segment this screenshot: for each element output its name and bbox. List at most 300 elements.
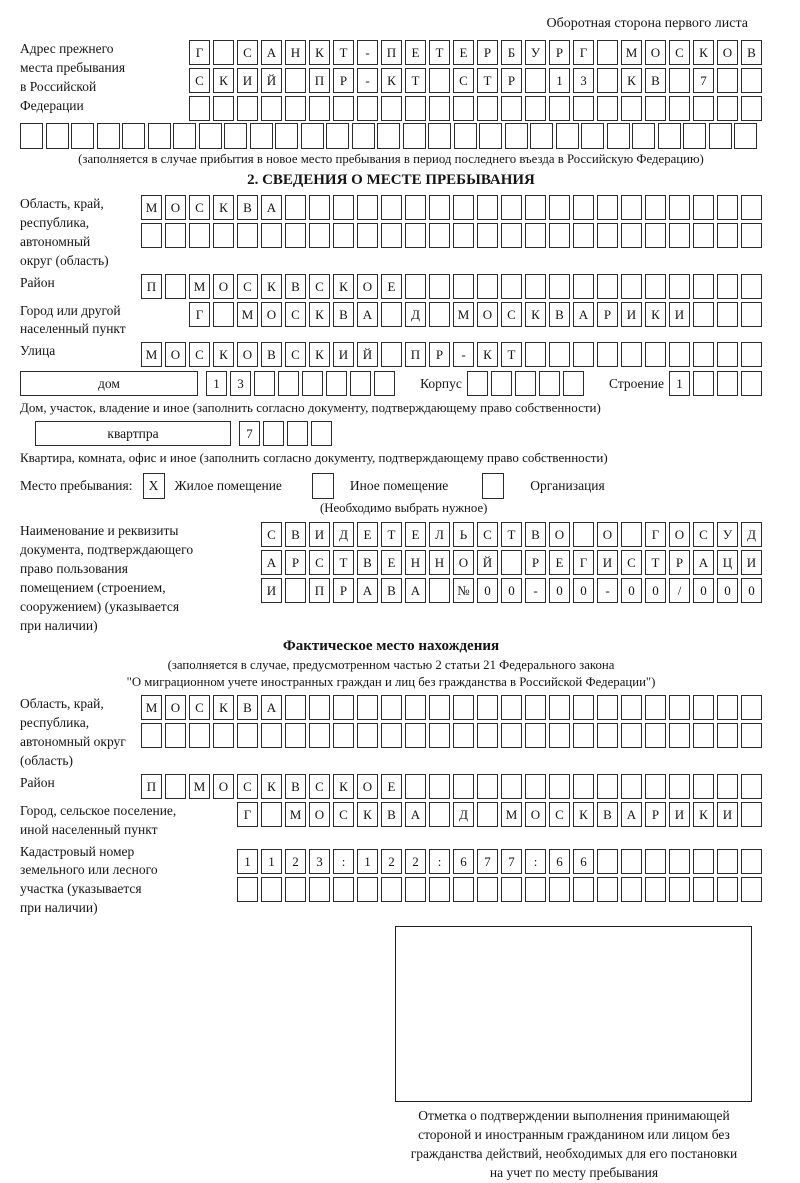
- char-cell[interactable]: [453, 774, 474, 799]
- char-cell[interactable]: [525, 774, 546, 799]
- char-cell[interactable]: [741, 68, 762, 93]
- char-cell[interactable]: [453, 877, 474, 902]
- char-cell[interactable]: [669, 68, 690, 93]
- char-cell[interactable]: С: [333, 802, 354, 827]
- char-cell[interactable]: Г: [189, 302, 210, 327]
- char-cell[interactable]: [734, 123, 757, 149]
- char-cell[interactable]: К: [309, 302, 330, 327]
- char-cell[interactable]: Т: [645, 550, 666, 575]
- char-cell[interactable]: [693, 723, 714, 748]
- char-cell[interactable]: [165, 274, 186, 299]
- char-cell[interactable]: [477, 195, 498, 220]
- char-cell[interactable]: [357, 96, 378, 121]
- char-cell[interactable]: 6: [549, 849, 570, 874]
- char-cell[interactable]: [405, 96, 426, 121]
- char-cell[interactable]: [141, 223, 162, 248]
- char-cell[interactable]: Ц: [717, 550, 738, 575]
- char-cell[interactable]: С: [189, 342, 210, 367]
- char-cell[interactable]: 1: [357, 849, 378, 874]
- char-cell[interactable]: Т: [405, 68, 426, 93]
- char-cell[interactable]: П: [309, 68, 330, 93]
- char-cell[interactable]: [525, 195, 546, 220]
- char-cell[interactable]: О: [261, 302, 282, 327]
- char-cell[interactable]: [381, 342, 402, 367]
- char-cell[interactable]: [525, 342, 546, 367]
- char-cell[interactable]: [645, 723, 666, 748]
- char-cell[interactable]: [309, 195, 330, 220]
- char-cell[interactable]: [301, 123, 324, 149]
- char-cell[interactable]: [429, 774, 450, 799]
- char-cell[interactable]: [309, 223, 330, 248]
- char-cell[interactable]: [381, 223, 402, 248]
- char-cell[interactable]: [381, 195, 402, 220]
- char-cell[interactable]: [285, 223, 306, 248]
- char-cell[interactable]: А: [405, 802, 426, 827]
- char-cell[interactable]: С: [237, 40, 258, 65]
- char-cell[interactable]: [429, 723, 450, 748]
- char-cell[interactable]: О: [165, 342, 186, 367]
- char-cell[interactable]: М: [501, 802, 522, 827]
- char-cell[interactable]: К: [525, 302, 546, 327]
- char-cell[interactable]: [429, 695, 450, 720]
- char-cell[interactable]: [199, 123, 222, 149]
- char-cell[interactable]: Т: [501, 522, 522, 547]
- char-cell[interactable]: А: [621, 802, 642, 827]
- char-cell[interactable]: /: [669, 578, 690, 603]
- char-cell[interactable]: [224, 123, 247, 149]
- char-cell[interactable]: [357, 695, 378, 720]
- char-cell[interactable]: О: [645, 40, 666, 65]
- char-cell[interactable]: [429, 195, 450, 220]
- char-cell[interactable]: [573, 695, 594, 720]
- char-cell[interactable]: [741, 802, 762, 827]
- char-cell[interactable]: В: [237, 195, 258, 220]
- char-cell[interactable]: К: [693, 802, 714, 827]
- char-cell[interactable]: [530, 123, 553, 149]
- char-cell[interactable]: [693, 195, 714, 220]
- char-cell[interactable]: [573, 223, 594, 248]
- char-cell[interactable]: [717, 849, 738, 874]
- char-cell[interactable]: М: [189, 274, 210, 299]
- char-cell[interactable]: В: [645, 68, 666, 93]
- char-cell[interactable]: [429, 223, 450, 248]
- char-cell[interactable]: К: [213, 195, 234, 220]
- char-cell[interactable]: У: [717, 522, 738, 547]
- char-cell[interactable]: [275, 123, 298, 149]
- char-cell[interactable]: Р: [501, 68, 522, 93]
- char-cell[interactable]: [357, 195, 378, 220]
- char-cell[interactable]: [741, 274, 762, 299]
- char-cell[interactable]: В: [285, 522, 306, 547]
- char-cell[interactable]: [165, 223, 186, 248]
- char-cell[interactable]: [717, 774, 738, 799]
- char-cell[interactable]: [491, 371, 512, 396]
- char-cell[interactable]: [717, 695, 738, 720]
- char-cell[interactable]: [597, 223, 618, 248]
- char-cell[interactable]: В: [549, 302, 570, 327]
- char-cell[interactable]: 1: [549, 68, 570, 93]
- char-cell[interactable]: [46, 123, 69, 149]
- char-cell[interactable]: [645, 849, 666, 874]
- char-cell[interactable]: М: [141, 695, 162, 720]
- char-cell[interactable]: В: [333, 302, 354, 327]
- char-cell[interactable]: [213, 40, 234, 65]
- char-cell[interactable]: И: [237, 68, 258, 93]
- char-cell[interactable]: [693, 342, 714, 367]
- char-cell[interactable]: [525, 274, 546, 299]
- char-cell[interactable]: [122, 123, 145, 149]
- char-cell[interactable]: [515, 371, 536, 396]
- char-cell[interactable]: [309, 877, 330, 902]
- char-cell[interactable]: Г: [189, 40, 210, 65]
- char-cell[interactable]: О: [477, 302, 498, 327]
- char-cell[interactable]: [501, 774, 522, 799]
- char-cell[interactable]: [501, 695, 522, 720]
- char-cell[interactable]: [597, 68, 618, 93]
- char-cell[interactable]: [501, 550, 522, 575]
- char-cell[interactable]: С: [477, 522, 498, 547]
- char-cell[interactable]: С: [693, 522, 714, 547]
- char-cell[interactable]: 0: [693, 578, 714, 603]
- char-cell[interactable]: В: [381, 802, 402, 827]
- char-cell[interactable]: [669, 774, 690, 799]
- stay-type-checkbox-other-premises[interactable]: [312, 473, 334, 499]
- char-cell[interactable]: [597, 695, 618, 720]
- char-cell[interactable]: М: [141, 195, 162, 220]
- char-cell[interactable]: [669, 96, 690, 121]
- char-cell[interactable]: [405, 195, 426, 220]
- stay-type-checkbox-residential[interactable]: X: [143, 473, 165, 499]
- char-cell[interactable]: И: [621, 302, 642, 327]
- char-cell[interactable]: 0: [477, 578, 498, 603]
- char-cell[interactable]: [454, 123, 477, 149]
- char-cell[interactable]: [549, 774, 570, 799]
- char-cell[interactable]: [645, 96, 666, 121]
- char-cell[interactable]: 0: [741, 578, 762, 603]
- char-cell[interactable]: [477, 877, 498, 902]
- char-cell[interactable]: А: [261, 550, 282, 575]
- char-cell[interactable]: [525, 877, 546, 902]
- char-cell[interactable]: [683, 123, 706, 149]
- char-cell[interactable]: [405, 274, 426, 299]
- char-cell[interactable]: [381, 877, 402, 902]
- char-cell[interactable]: [621, 274, 642, 299]
- char-cell[interactable]: Й: [477, 550, 498, 575]
- char-cell[interactable]: К: [309, 40, 330, 65]
- char-cell[interactable]: [717, 877, 738, 902]
- char-cell[interactable]: В: [237, 695, 258, 720]
- char-cell[interactable]: [429, 96, 450, 121]
- char-cell[interactable]: [381, 302, 402, 327]
- char-cell[interactable]: А: [261, 195, 282, 220]
- char-cell[interactable]: [477, 223, 498, 248]
- char-cell[interactable]: [213, 723, 234, 748]
- char-cell[interactable]: В: [285, 274, 306, 299]
- char-cell[interactable]: П: [381, 40, 402, 65]
- char-cell[interactable]: [501, 96, 522, 121]
- char-cell[interactable]: [71, 123, 94, 149]
- char-cell[interactable]: Е: [381, 274, 402, 299]
- char-cell[interactable]: [597, 849, 618, 874]
- char-cell[interactable]: Р: [669, 550, 690, 575]
- char-cell[interactable]: 2: [381, 849, 402, 874]
- char-cell[interactable]: С: [453, 68, 474, 93]
- char-cell[interactable]: :: [333, 849, 354, 874]
- char-cell[interactable]: [429, 274, 450, 299]
- char-cell[interactable]: [477, 774, 498, 799]
- char-cell[interactable]: [429, 802, 450, 827]
- char-cell[interactable]: С: [669, 40, 690, 65]
- char-cell[interactable]: Е: [453, 40, 474, 65]
- char-cell[interactable]: [333, 877, 354, 902]
- char-cell[interactable]: [717, 342, 738, 367]
- char-cell[interactable]: [693, 774, 714, 799]
- char-cell[interactable]: [429, 578, 450, 603]
- char-cell[interactable]: С: [309, 774, 330, 799]
- char-cell[interactable]: [357, 223, 378, 248]
- char-cell[interactable]: [573, 274, 594, 299]
- char-cell[interactable]: К: [333, 774, 354, 799]
- char-cell[interactable]: О: [669, 522, 690, 547]
- char-cell[interactable]: С: [309, 274, 330, 299]
- char-cell[interactable]: [285, 695, 306, 720]
- char-cell[interactable]: [597, 342, 618, 367]
- char-cell[interactable]: Г: [573, 550, 594, 575]
- char-cell[interactable]: Т: [333, 40, 354, 65]
- char-cell[interactable]: [549, 195, 570, 220]
- char-cell[interactable]: И: [669, 802, 690, 827]
- char-cell[interactable]: [501, 223, 522, 248]
- char-cell[interactable]: [669, 695, 690, 720]
- char-cell[interactable]: [645, 274, 666, 299]
- char-cell[interactable]: [261, 96, 282, 121]
- char-cell[interactable]: Г: [237, 802, 258, 827]
- char-cell[interactable]: [645, 342, 666, 367]
- char-cell[interactable]: П: [405, 342, 426, 367]
- char-cell[interactable]: 2: [285, 849, 306, 874]
- char-cell[interactable]: [621, 96, 642, 121]
- char-cell[interactable]: К: [477, 342, 498, 367]
- char-cell[interactable]: [350, 371, 371, 396]
- char-cell[interactable]: Й: [357, 342, 378, 367]
- char-cell[interactable]: [377, 123, 400, 149]
- char-cell[interactable]: [539, 371, 560, 396]
- char-cell[interactable]: 7: [501, 849, 522, 874]
- char-cell[interactable]: [309, 695, 330, 720]
- char-cell[interactable]: [669, 723, 690, 748]
- char-cell[interactable]: [381, 695, 402, 720]
- char-cell[interactable]: [717, 223, 738, 248]
- char-cell[interactable]: Г: [645, 522, 666, 547]
- char-cell[interactable]: Ь: [453, 522, 474, 547]
- char-cell[interactable]: [213, 223, 234, 248]
- char-cell[interactable]: К: [309, 342, 330, 367]
- char-cell[interactable]: И: [717, 802, 738, 827]
- char-cell[interactable]: В: [357, 550, 378, 575]
- char-cell[interactable]: [621, 342, 642, 367]
- char-cell[interactable]: [333, 695, 354, 720]
- char-cell[interactable]: [148, 123, 171, 149]
- char-cell[interactable]: [573, 342, 594, 367]
- char-cell[interactable]: [549, 274, 570, 299]
- char-cell[interactable]: [453, 695, 474, 720]
- char-cell[interactable]: [525, 695, 546, 720]
- char-cell[interactable]: [621, 195, 642, 220]
- char-cell[interactable]: [237, 223, 258, 248]
- char-cell[interactable]: [621, 223, 642, 248]
- char-cell[interactable]: [261, 877, 282, 902]
- char-cell[interactable]: Е: [357, 522, 378, 547]
- char-cell[interactable]: Т: [333, 550, 354, 575]
- char-cell[interactable]: [693, 96, 714, 121]
- char-cell[interactable]: К: [357, 802, 378, 827]
- char-cell[interactable]: [405, 877, 426, 902]
- char-cell[interactable]: [741, 223, 762, 248]
- char-cell[interactable]: [285, 578, 306, 603]
- char-cell[interactable]: Р: [645, 802, 666, 827]
- char-cell[interactable]: [357, 723, 378, 748]
- char-cell[interactable]: [285, 195, 306, 220]
- char-cell[interactable]: П: [309, 578, 330, 603]
- char-cell[interactable]: Р: [429, 342, 450, 367]
- char-cell[interactable]: [669, 849, 690, 874]
- char-cell[interactable]: [693, 877, 714, 902]
- char-cell[interactable]: [381, 723, 402, 748]
- char-cell[interactable]: Т: [381, 522, 402, 547]
- char-cell[interactable]: [621, 695, 642, 720]
- char-cell[interactable]: [357, 877, 378, 902]
- char-cell[interactable]: С: [189, 68, 210, 93]
- char-cell[interactable]: [741, 96, 762, 121]
- char-cell[interactable]: [333, 223, 354, 248]
- char-cell[interactable]: И: [669, 302, 690, 327]
- char-cell[interactable]: [645, 223, 666, 248]
- char-cell[interactable]: :: [429, 849, 450, 874]
- char-cell[interactable]: [669, 274, 690, 299]
- char-cell[interactable]: [352, 123, 375, 149]
- char-cell[interactable]: [597, 877, 618, 902]
- char-cell[interactable]: [285, 96, 306, 121]
- char-cell[interactable]: [669, 223, 690, 248]
- char-cell[interactable]: [597, 723, 618, 748]
- char-cell[interactable]: [189, 723, 210, 748]
- char-cell[interactable]: [693, 223, 714, 248]
- char-cell[interactable]: [333, 96, 354, 121]
- char-cell[interactable]: [263, 421, 284, 446]
- char-cell[interactable]: 7: [239, 421, 260, 446]
- char-cell[interactable]: Р: [525, 550, 546, 575]
- char-cell[interactable]: [453, 723, 474, 748]
- char-cell[interactable]: [597, 96, 618, 121]
- char-cell[interactable]: К: [693, 40, 714, 65]
- char-cell[interactable]: О: [309, 802, 330, 827]
- char-cell[interactable]: А: [405, 578, 426, 603]
- char-cell[interactable]: [477, 802, 498, 827]
- char-cell[interactable]: [374, 371, 395, 396]
- char-cell[interactable]: В: [525, 522, 546, 547]
- char-cell[interactable]: М: [237, 302, 258, 327]
- char-cell[interactable]: А: [357, 578, 378, 603]
- char-cell[interactable]: [607, 123, 630, 149]
- char-cell[interactable]: Е: [381, 550, 402, 575]
- char-cell[interactable]: [741, 342, 762, 367]
- char-cell[interactable]: [549, 223, 570, 248]
- char-cell[interactable]: [20, 123, 43, 149]
- char-cell[interactable]: С: [237, 274, 258, 299]
- char-cell[interactable]: [741, 695, 762, 720]
- char-cell[interactable]: [645, 195, 666, 220]
- char-cell[interactable]: О: [717, 40, 738, 65]
- char-cell[interactable]: [97, 123, 120, 149]
- char-cell[interactable]: С: [285, 302, 306, 327]
- char-cell[interactable]: [237, 723, 258, 748]
- char-cell[interactable]: [479, 123, 502, 149]
- char-cell[interactable]: А: [573, 302, 594, 327]
- char-cell[interactable]: [429, 877, 450, 902]
- char-cell[interactable]: Б: [501, 40, 522, 65]
- char-cell[interactable]: И: [741, 550, 762, 575]
- char-cell[interactable]: [717, 274, 738, 299]
- char-cell[interactable]: [309, 723, 330, 748]
- char-cell[interactable]: Р: [597, 302, 618, 327]
- char-cell[interactable]: [741, 774, 762, 799]
- char-cell[interactable]: 0: [501, 578, 522, 603]
- char-cell[interactable]: [285, 877, 306, 902]
- char-cell[interactable]: [632, 123, 655, 149]
- char-cell[interactable]: Е: [405, 522, 426, 547]
- char-cell[interactable]: [693, 302, 714, 327]
- char-cell[interactable]: 2: [405, 849, 426, 874]
- char-cell[interactable]: [501, 877, 522, 902]
- char-cell[interactable]: М: [621, 40, 642, 65]
- char-cell[interactable]: О: [597, 522, 618, 547]
- char-cell[interactable]: [278, 371, 299, 396]
- char-cell[interactable]: [165, 723, 186, 748]
- char-cell[interactable]: [573, 877, 594, 902]
- char-cell[interactable]: [573, 723, 594, 748]
- char-cell[interactable]: 1: [237, 849, 258, 874]
- char-cell[interactable]: [405, 695, 426, 720]
- char-cell[interactable]: И: [597, 550, 618, 575]
- char-cell[interactable]: [525, 723, 546, 748]
- char-cell[interactable]: К: [621, 68, 642, 93]
- char-cell[interactable]: [597, 274, 618, 299]
- char-cell[interactable]: [428, 123, 451, 149]
- char-cell[interactable]: [477, 695, 498, 720]
- char-cell[interactable]: С: [189, 195, 210, 220]
- char-cell[interactable]: [285, 723, 306, 748]
- char-cell[interactable]: [597, 774, 618, 799]
- char-cell[interactable]: К: [573, 802, 594, 827]
- char-cell[interactable]: [453, 195, 474, 220]
- char-cell[interactable]: [621, 877, 642, 902]
- char-cell[interactable]: [333, 195, 354, 220]
- char-cell[interactable]: О: [525, 802, 546, 827]
- char-cell[interactable]: С: [549, 802, 570, 827]
- char-cell[interactable]: [213, 302, 234, 327]
- char-cell[interactable]: [693, 274, 714, 299]
- char-cell[interactable]: С: [501, 302, 522, 327]
- char-cell[interactable]: 0: [573, 578, 594, 603]
- char-cell[interactable]: С: [261, 522, 282, 547]
- char-cell[interactable]: [477, 274, 498, 299]
- char-cell[interactable]: [693, 371, 714, 396]
- char-cell[interactable]: К: [261, 274, 282, 299]
- char-cell[interactable]: 3: [309, 849, 330, 874]
- char-cell[interactable]: 0: [645, 578, 666, 603]
- char-cell[interactable]: [405, 223, 426, 248]
- char-cell[interactable]: О: [549, 522, 570, 547]
